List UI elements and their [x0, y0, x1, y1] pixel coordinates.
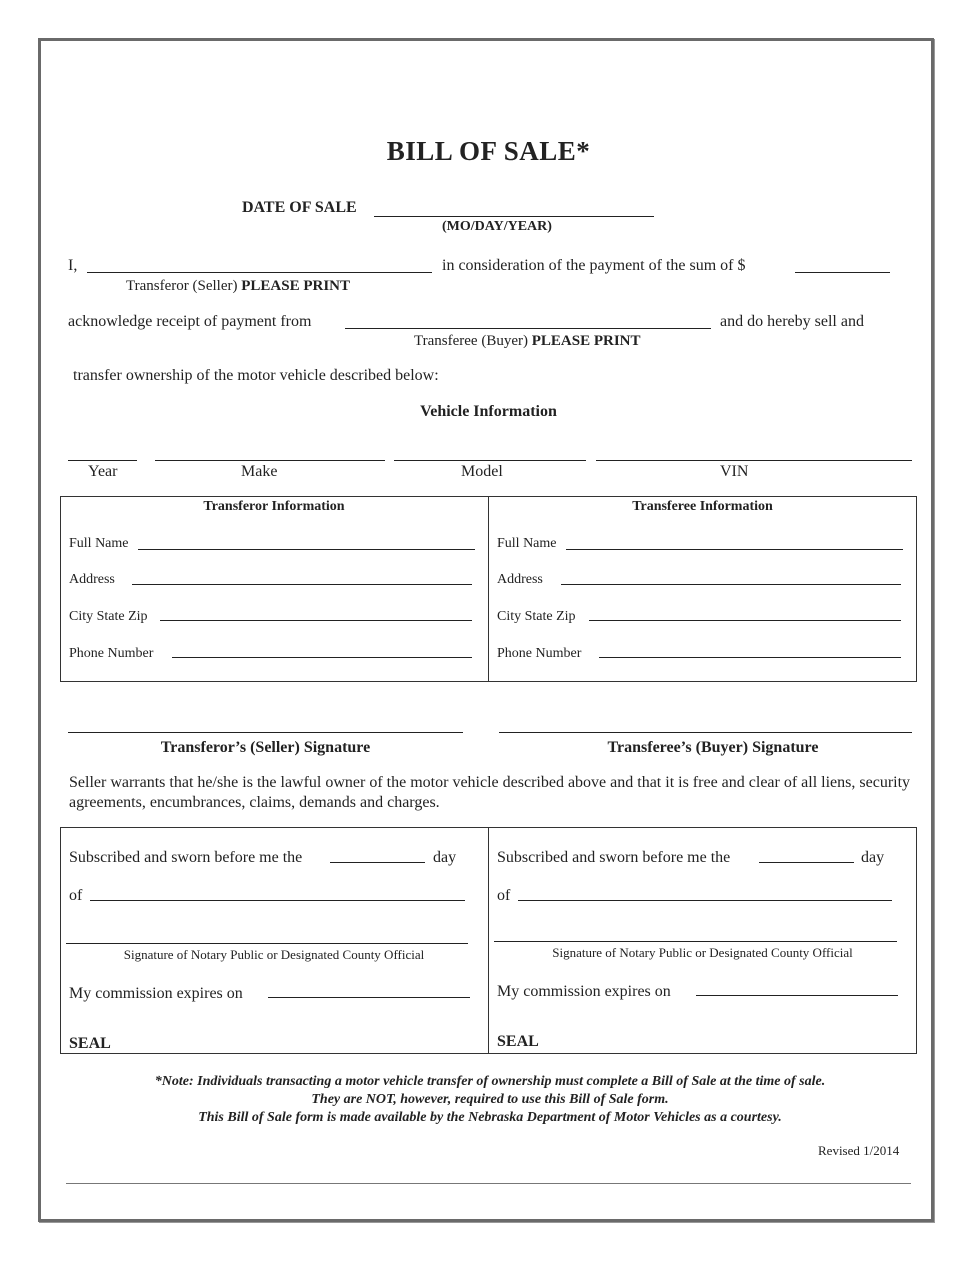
seller-prefix: I, — [68, 257, 78, 274]
buyer-name-field[interactable] — [345, 328, 711, 329]
vehicle-info-heading: Vehicle Information — [420, 403, 557, 420]
model-label: Model — [461, 463, 503, 480]
right-commission-field[interactable] — [696, 995, 898, 996]
transferee-info-heading: Transferee Information — [632, 499, 773, 514]
transferee-phone-label: Phone Number — [497, 646, 582, 661]
right-notary-signature-field[interactable] — [494, 941, 897, 942]
transfer-text: transfer ownership of the motor vehicle described below: — [73, 367, 439, 384]
left-day-label: day — [433, 849, 457, 866]
notary-divider — [488, 827, 489, 1054]
date-of-sale-label: DATE OF SALE — [242, 199, 357, 216]
left-day-field[interactable] — [330, 862, 425, 863]
left-of-label: of — [69, 887, 83, 904]
year-field[interactable] — [68, 460, 137, 461]
note-line-2: They are NOT, however, required to use this Bill of Sale form. — [311, 1092, 669, 1107]
model-field[interactable] — [394, 460, 586, 461]
transferor-info-heading: Transferor Information — [203, 499, 345, 514]
buyer-caption: Transferee (Buyer) PLEASE PRINT — [414, 333, 641, 349]
right-seal-label: SEAL — [497, 1033, 539, 1050]
seller-signature-label: Transferor’s (Seller) Signature — [160, 739, 371, 756]
right-subscribed-text: Subscribed and sworn before me the — [497, 849, 731, 866]
sell-text: and do hereby sell and — [720, 313, 864, 330]
buyer-signature-label: Transferee’s (Buyer) Signature — [607, 739, 819, 756]
transferee-city-label: City State Zip — [497, 609, 576, 624]
transferor-city-label: City State Zip — [69, 609, 148, 624]
vin-label: VIN — [720, 463, 749, 480]
left-of-field[interactable] — [90, 900, 465, 901]
date-format-hint: (MO/DAY/YEAR) — [442, 219, 552, 234]
footer-rule — [66, 1183, 911, 1184]
vin-field[interactable] — [596, 460, 912, 461]
right-day-label: day — [861, 849, 885, 866]
transferee-address-field[interactable] — [561, 584, 901, 585]
seller-caption: Transferor (Seller) PLEASE PRINT — [126, 278, 351, 294]
left-subscribed-text: Subscribed and sworn before me the — [69, 849, 303, 866]
seller-name-field[interactable] — [87, 272, 432, 273]
receipt-text: acknowledge receipt of payment from — [68, 313, 312, 330]
transferee-city-field[interactable] — [589, 620, 901, 621]
transferor-full-name-label: Full Name — [69, 536, 129, 551]
right-commission-label: My commission expires on — [497, 983, 671, 1000]
make-field[interactable] — [155, 460, 385, 461]
transferor-full-name-field[interactable] — [138, 549, 475, 550]
payment-amount-field[interactable] — [795, 272, 890, 273]
right-notary-signature-label: Signature of Notary Public or Designated County Official — [552, 945, 853, 960]
left-commission-field[interactable] — [268, 997, 470, 998]
buyer-signature-field[interactable] — [499, 732, 912, 733]
seller-signature-field[interactable] — [68, 732, 463, 733]
transferee-full-name-field[interactable] — [566, 549, 903, 550]
revised-date: Revised 1/2014 — [818, 1143, 900, 1158]
right-day-field[interactable] — [759, 862, 854, 863]
right-of-label: of — [497, 887, 511, 904]
transferee-address-label: Address — [497, 572, 543, 587]
transferor-city-field[interactable] — [160, 620, 472, 621]
transferor-address-label: Address — [69, 572, 115, 587]
make-label: Make — [241, 463, 278, 480]
right-of-field[interactable] — [518, 900, 892, 901]
left-notary-signature-field[interactable] — [66, 943, 468, 944]
warranty-text: Seller warrants that he/she is the lawful owner of the motor vehicle described above and that it is free and clear of all liens, security agreements, encumbrances, claims, demands and charges. — [69, 774, 911, 811]
transferee-full-name-label: Full Name — [497, 536, 557, 551]
payment-sum-text: in consideration of the payment of the sum of $ — [442, 257, 746, 274]
note-line-3: This Bill of Sale form is made available by the Nebraska Department of Motor Vehicles as a courtesy. — [198, 1110, 782, 1125]
left-notary-signature-label: Signature of Notary Public or Designated County Official — [123, 947, 425, 962]
document-title: BILL OF SALE* — [386, 136, 591, 166]
transferor-phone-label: Phone Number — [69, 646, 154, 661]
party-info-divider — [488, 496, 489, 682]
transferor-address-field[interactable] — [132, 584, 472, 585]
date-of-sale-field[interactable] — [374, 216, 654, 217]
left-seal-label: SEAL — [69, 1035, 111, 1052]
left-commission-label: My commission expires on — [69, 985, 243, 1002]
year-label: Year — [88, 463, 118, 480]
note-line-1: *Note: Individuals transacting a motor vehicle transfer of ownership must complete a Bill of Sale at the time of sale. — [154, 1074, 826, 1089]
transferee-phone-field[interactable] — [599, 657, 901, 658]
transferor-phone-field[interactable] — [172, 657, 472, 658]
